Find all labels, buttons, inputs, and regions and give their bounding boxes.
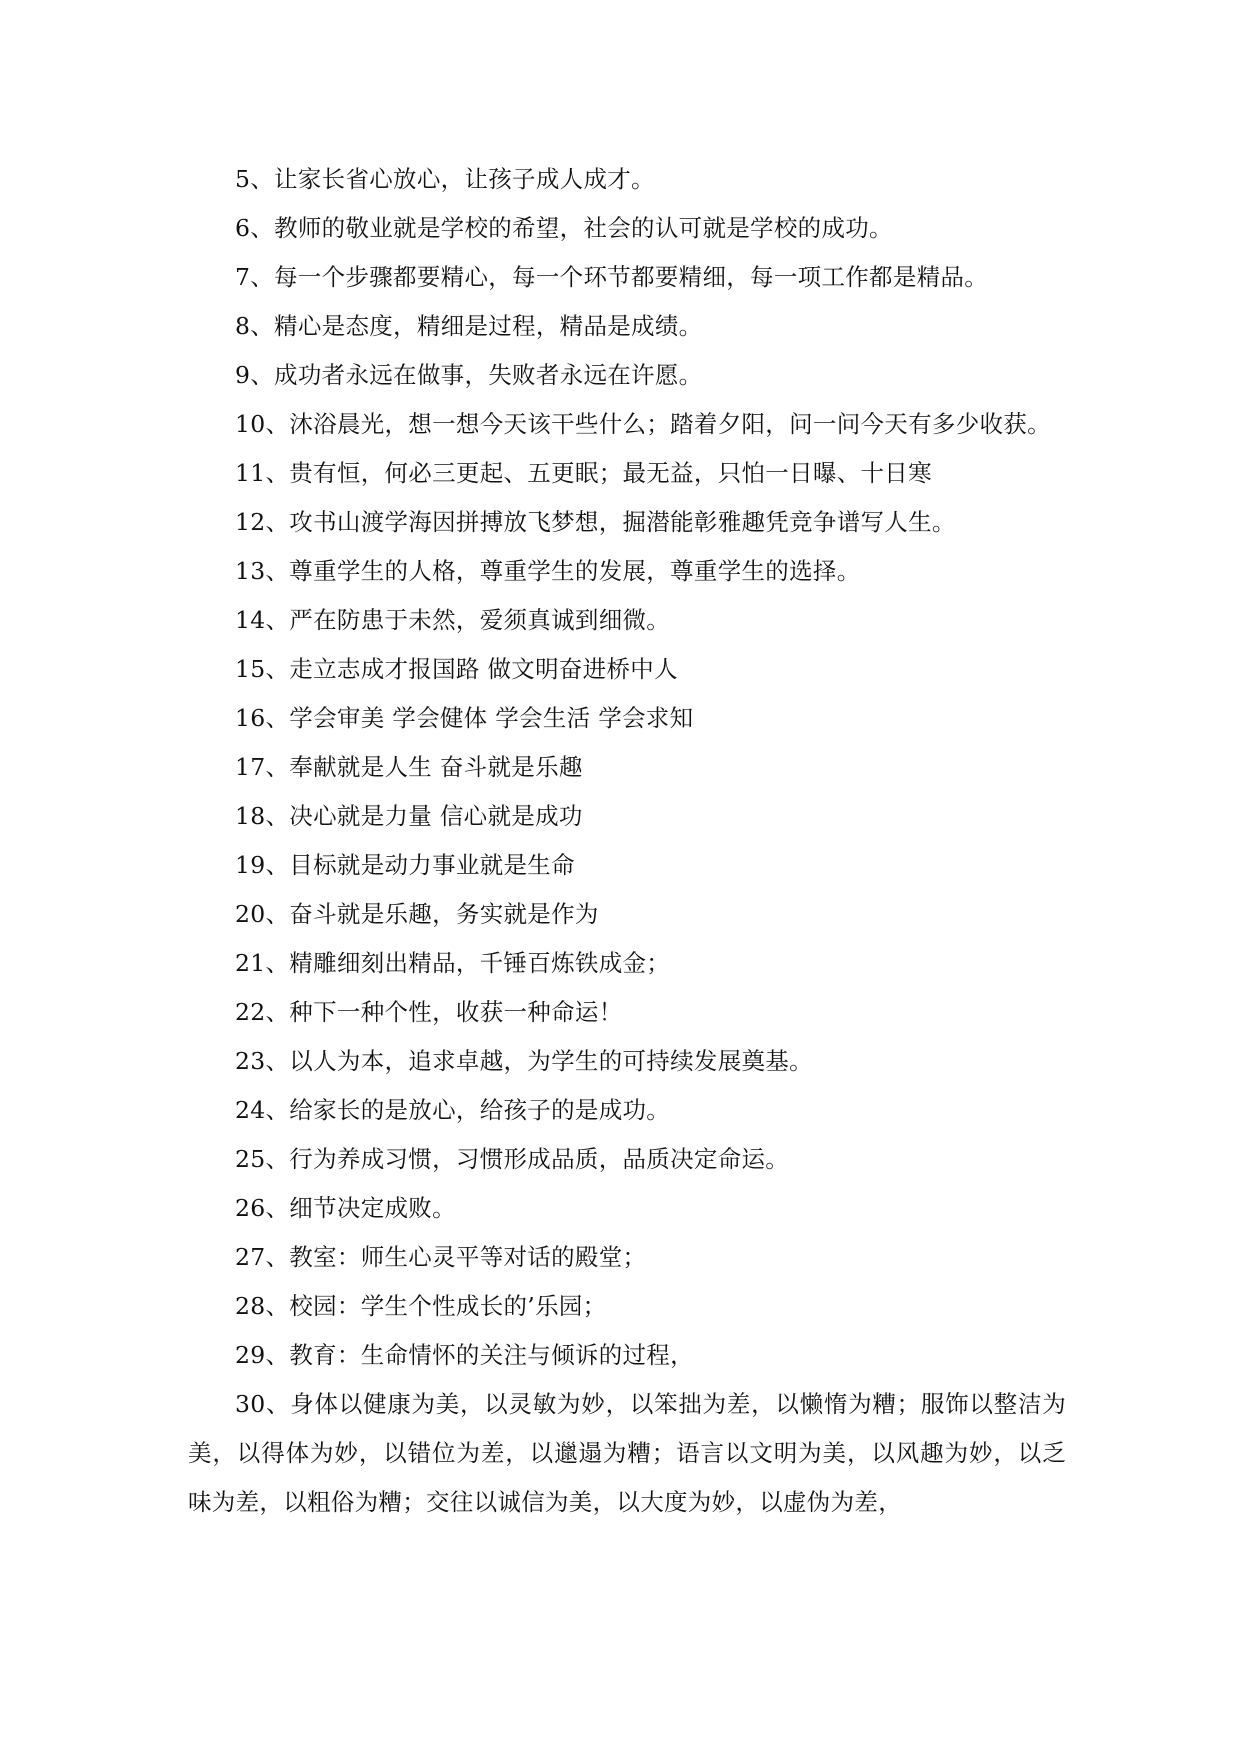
paragraph: 29、教育：生命情怀的关注与倾诉的过程， (235, 1341, 694, 1369)
paragraph: 19、目标就是动力事业就是生命 (235, 851, 575, 879)
paragraph: 15、走立志成才报国路 做文明奋进桥中人 (235, 655, 678, 683)
paragraph: 24、给家长的是放心，给孩子的是成功。 (235, 1096, 671, 1124)
paragraph: 28、校园：学生个性成长的’乐园； (235, 1292, 607, 1320)
paragraph: 6、教师的敬业就是学校的希望，社会的认可就是学校的成功。 (235, 214, 893, 242)
paragraph: 18、决心就是力量 信心就是成功 (235, 802, 583, 830)
paragraph: 17、奉献就是人生 奋斗就是乐趣 (235, 753, 583, 781)
paragraph: 5、让家长省心放心，让孩子成人成才。 (235, 165, 655, 193)
paragraph: 23、以人为本，追求卓越，为学生的可持续发展奠基。 (235, 1047, 813, 1075)
paragraph: 22、种下一种个性，收获一种命运！ (235, 998, 623, 1026)
paragraph: 8、精心是态度，精细是过程，精品是成绩。 (235, 312, 703, 340)
paragraph: 10、沐浴晨光，想一想今天该干些什么；踏着夕阳，问一问今天有多少收获。 (235, 410, 1051, 438)
paragraph: 7、每一个步骤都要精心，每一个环节都要精细，每一项工作都是精品。 (235, 263, 989, 291)
paragraph: 14、严在防患于未然，爱须真诚到细微。 (235, 606, 671, 634)
paragraph: 27、教室：师生心灵平等对话的殿堂； (235, 1243, 647, 1271)
paragraph: 30、身体以健康为美，以灵敏为妙，以笨拙为差，以懒惰为糟；服饰以整洁为美，以得体为妙，以错位为差，以邋遢为糟；语言以文明为美，以风趣为妙，以乏味为差，以粗俗为糟；交往以诚信为美，以大度为妙，以虚伪为差， (188, 1390, 1066, 1516)
paragraph: 21、精雕细刻出精品，千锤百炼铁成金； (235, 949, 671, 977)
paragraph: 25、行为养成习惯，习惯形成品质，品质决定命运。 (235, 1145, 790, 1173)
paragraph: 16、学会审美 学会健体 学会生活 学会求知 (235, 704, 694, 732)
paragraph: 9、成功者永远在做事，失败者永远在许愿。 (235, 361, 703, 389)
paragraph: 12、攻书山渡学海因拼搏放飞梦想，掘潜能彰雅趣凭竞争谱写人生。 (235, 508, 956, 536)
document-body (188, 155, 1066, 1527)
paragraph: 26、细节决定成败。 (235, 1194, 456, 1222)
paragraph: 20、奋斗就是乐趣，务实就是作为 (235, 900, 599, 928)
paragraph: 11、贵有恒，何必三更起、五更眠；最无益，只怕一日曝、十日寒 (235, 459, 932, 487)
paragraph: 13、尊重学生的人格，尊重学生的发展，尊重学生的选择。 (235, 557, 861, 585)
